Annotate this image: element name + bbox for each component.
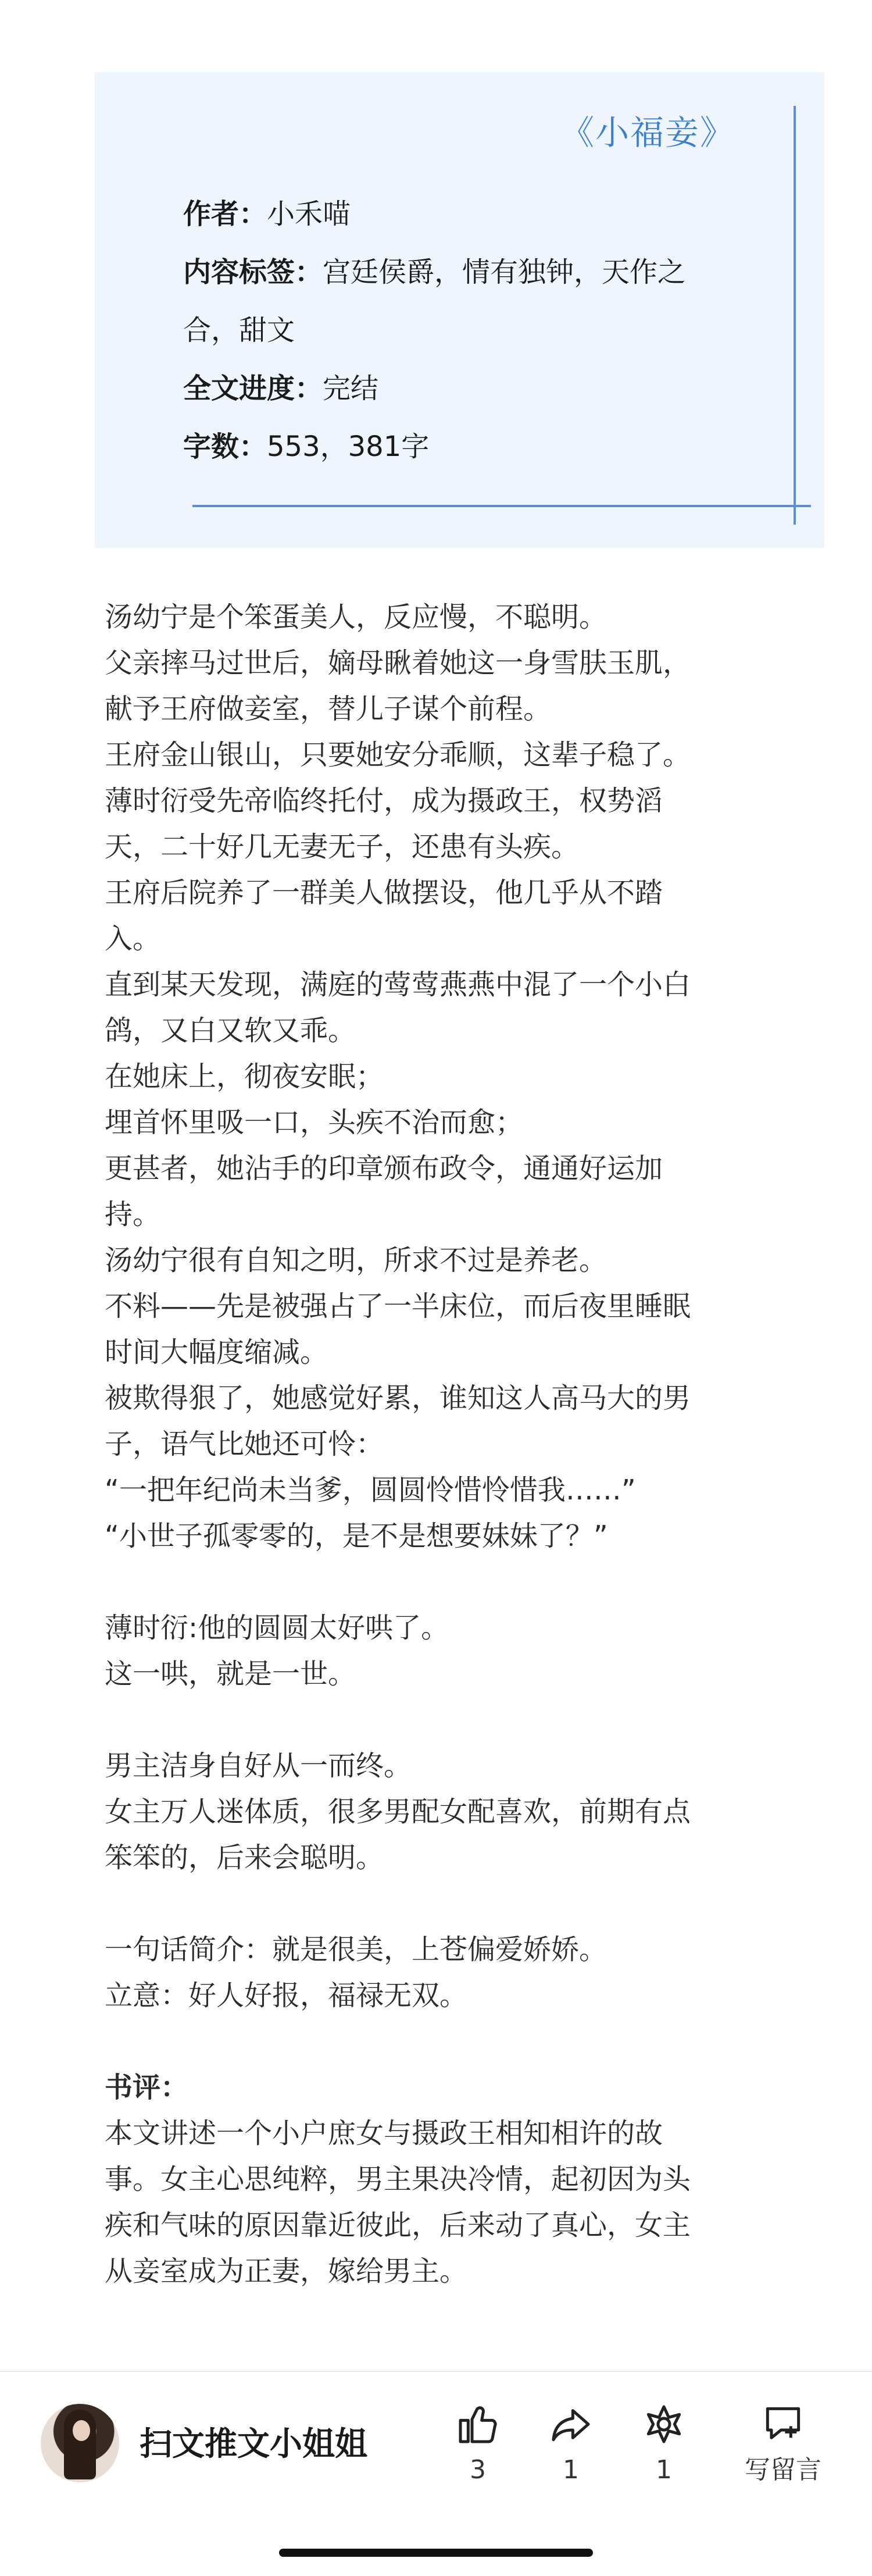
write-comment-button[interactable] [734,2401,832,2486]
forward-button[interactable] [623,2401,705,2486]
text-line: 王府金山银山，只要她安分乖顺，这辈子稳了。 [105,739,691,771]
forward-count: 1 [656,2455,672,2485]
share-arrow-icon [548,2401,594,2447]
book-meta [183,185,794,476]
text-line: 被欺得狠了，她感觉好累，谁知这人高马大的男 [105,1382,691,1415]
text-line: 一句话简介：就是很美，上苍偏爱娇娇。 [105,1933,607,1966]
avatar-face [73,2420,90,2441]
meta-progress [183,359,794,418]
text-line: 持。 [105,1198,161,1231]
text-line: 汤幼宁很有自知之明，所求不过是养老。 [105,1244,607,1277]
text-line: 女主万人迷体质，很多男配女配喜欢，前期有点 [105,1795,691,1828]
progress-value: 完结 [323,372,379,405]
home-indicator[interactable] [279,2549,593,2557]
text-line: 时间大幅度缩减。 [105,1336,328,1369]
text-line: 埋首怀里吸一口，头疾不治而愈； [105,1106,524,1139]
progress-label: 全文进度： [183,372,323,405]
text-line: 本文讲述一个小户庶女与摄政王相知相许的故 [105,2117,663,2150]
tags-value: 宫廷侯爵，情有独钟，天作之 [323,256,686,288]
bottom-action-bar [0,2372,872,2511]
synopsis [105,594,773,2065]
words-label: 字数： [183,430,267,463]
article-body [105,594,773,2294]
text-line: 献予王府做妾室，替儿子谋个前程。 [105,693,552,725]
text-line: 这一哄，就是一世。 [105,1658,356,1690]
text-line: 事。女主心思纯粹，男主果决冷情，起初因为头 [105,2163,691,2196]
like-count: 3 [470,2455,486,2485]
comment-plus-icon [760,2401,806,2447]
tags-label: 内容标签： [183,256,323,288]
meta-tags-cont: 合，甜文 [183,314,295,347]
author-label: 作者： [183,198,267,230]
author-value: 小禾喵 [267,198,351,230]
text-line: 立意：好人好报，福禄无双。 [105,1979,468,2012]
text-line: 疾和气味的原因靠近彼此，后来动了真心，女主 [105,2209,691,2242]
share-button[interactable] [530,2401,612,2486]
text-line: 鸽，又白又软又乖。 [105,1014,356,1047]
meta-tags [183,243,794,301]
text-line: 直到某天发现，满庭的莺莺燕燕中混了一个小白 [105,968,691,1001]
blank-line [105,1697,773,1743]
account-name[interactable]: 扫文推文小姐姐 [140,2425,367,2463]
text-line: 汤幼宁是个笨蛋美人，反应慢，不聪明。 [105,601,607,633]
text-line: 笨笨的，后来会聪明。 [105,1841,384,1874]
card-vertical-rule [794,106,796,525]
meta-words [183,418,794,476]
book-info-card [95,72,824,548]
text-line: 天，二十好几无妻无子，还患有头疾。 [105,831,580,863]
text-line: 子，语气比她还可怜： [105,1428,384,1460]
like-button[interactable] [437,2401,519,2486]
blank-line [105,1881,773,1927]
text-line: “一把年纪尚未当爹，圆圆怜惜怜惜我……” [105,1474,636,1506]
book-title: 《小福妾》 [560,113,735,152]
text-line: 男主洁身自好从一而终。 [105,1750,412,1782]
text-line: 从妾室成为正妻，嫁给男主。 [105,2255,468,2288]
text-line: 父亲摔马过世后，嫡母瞅着她这一身雪肤玉肌， [105,647,691,679]
words-value: 553，381字 [267,430,430,463]
meta-author [183,185,794,243]
blank-line [105,2019,773,2065]
text-line: “小世子孤零零的，是不是想要妹妹了？” [105,1520,608,1552]
text-line: 薄时衍:他的圆圆太好哄了。 [105,1612,449,1644]
review-text [105,2111,773,2294]
text-line: 王府后院养了一群美人做摆设，他几乎从不踏 [105,877,663,909]
text-line: 更甚者，她沾手的印章颁布政令，通通好运加 [105,1152,663,1185]
thumbs-up-icon [455,2401,501,2447]
comment-label: 写留言 [745,2455,821,2485]
text-line: 在她床上，彻夜安眠； [105,1060,384,1093]
card-horizontal-rule [192,505,811,507]
text-line: 薄时衍受先帝临终托付，成为摄政王，权势滔 [105,785,663,817]
blank-line [105,1559,773,1605]
review-heading: 书评： [105,2071,189,2104]
flower-icon [641,2401,687,2447]
text-line: 入。 [105,922,161,955]
text-line: 不料——先是被强占了一半床位，而后夜里睡眠 [105,1290,691,1323]
share-count: 1 [563,2455,579,2485]
author-avatar[interactable] [41,2404,119,2482]
